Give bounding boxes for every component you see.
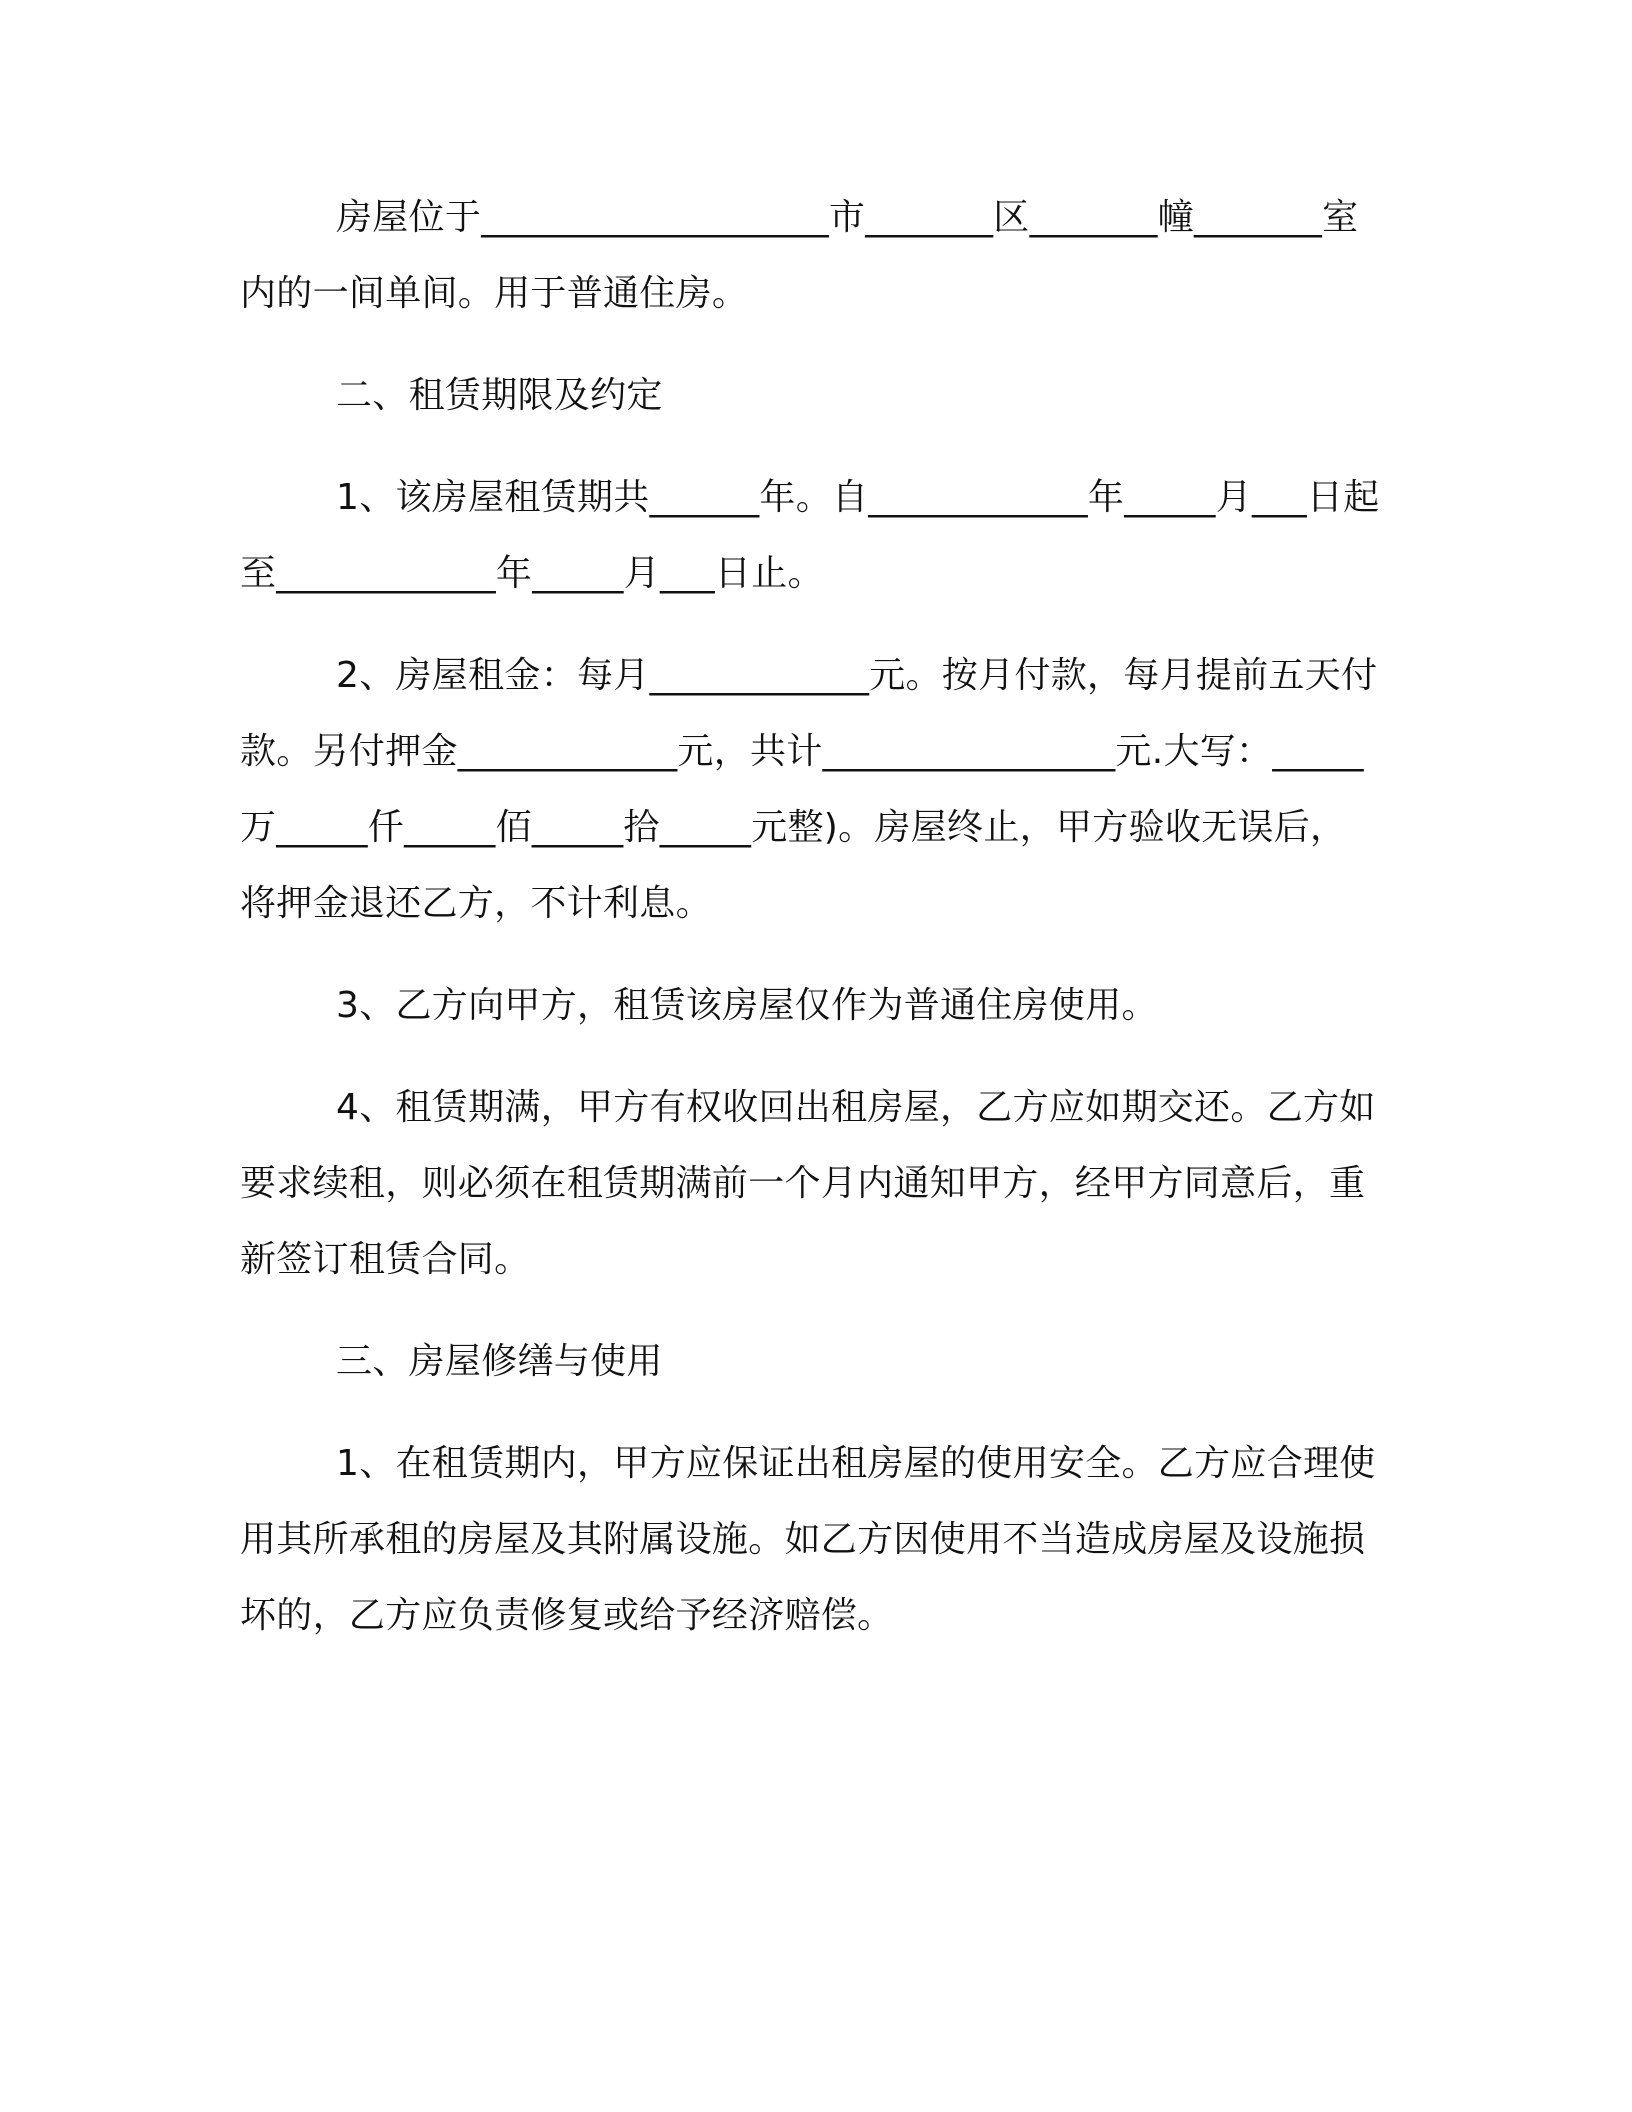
- paragraph-rent-deposit: 2、房屋租金：每月____________元。按月付款，每月提前五天付款。另付押金____________元，共计________________元.大写：_____万_____仟_____佰_____拾_____元整)。房屋终止，甲方验收无误后，将押金退还乙方，不计利息。: [240, 655, 1378, 924]
- section-heading-repair-use: 三、房屋修缮与使用: [336, 1341, 663, 1382]
- paragraph-lease-renewal: 4、租赁期满，甲方有权收回出租房屋，乙方应如期交还。乙方如要求续租，则必须在租赁期满前一个月内通知甲方，经甲方同意后，重新签订租赁合同。: [240, 1087, 1376, 1280]
- section-heading-lease-term: 二、租赁期限及约定: [336, 375, 663, 416]
- paragraph-usage: 3、乙方向甲方，租赁该房屋仅作为普通住房使用。: [336, 985, 1158, 1026]
- document-body: [240, 180, 1380, 1680]
- paragraph-safety-repair: 1、在租赁期内，甲方应保证出租房屋的使用安全。乙方应合理使用其所承租的房屋及其附属设施。如乙方因使用不当造成房屋及设施损坏的，乙方应负责修复或给予经济赔偿。: [240, 1443, 1376, 1636]
- paragraph-house-location: 房屋位于___________________市_______区_______幢_______室内的一间单间。用于普通住房。: [240, 197, 1359, 314]
- paragraph-lease-period: 1、该房屋租赁期共______年。自____________年_____月___日起至____________年_____月___日止。: [240, 477, 1380, 594]
